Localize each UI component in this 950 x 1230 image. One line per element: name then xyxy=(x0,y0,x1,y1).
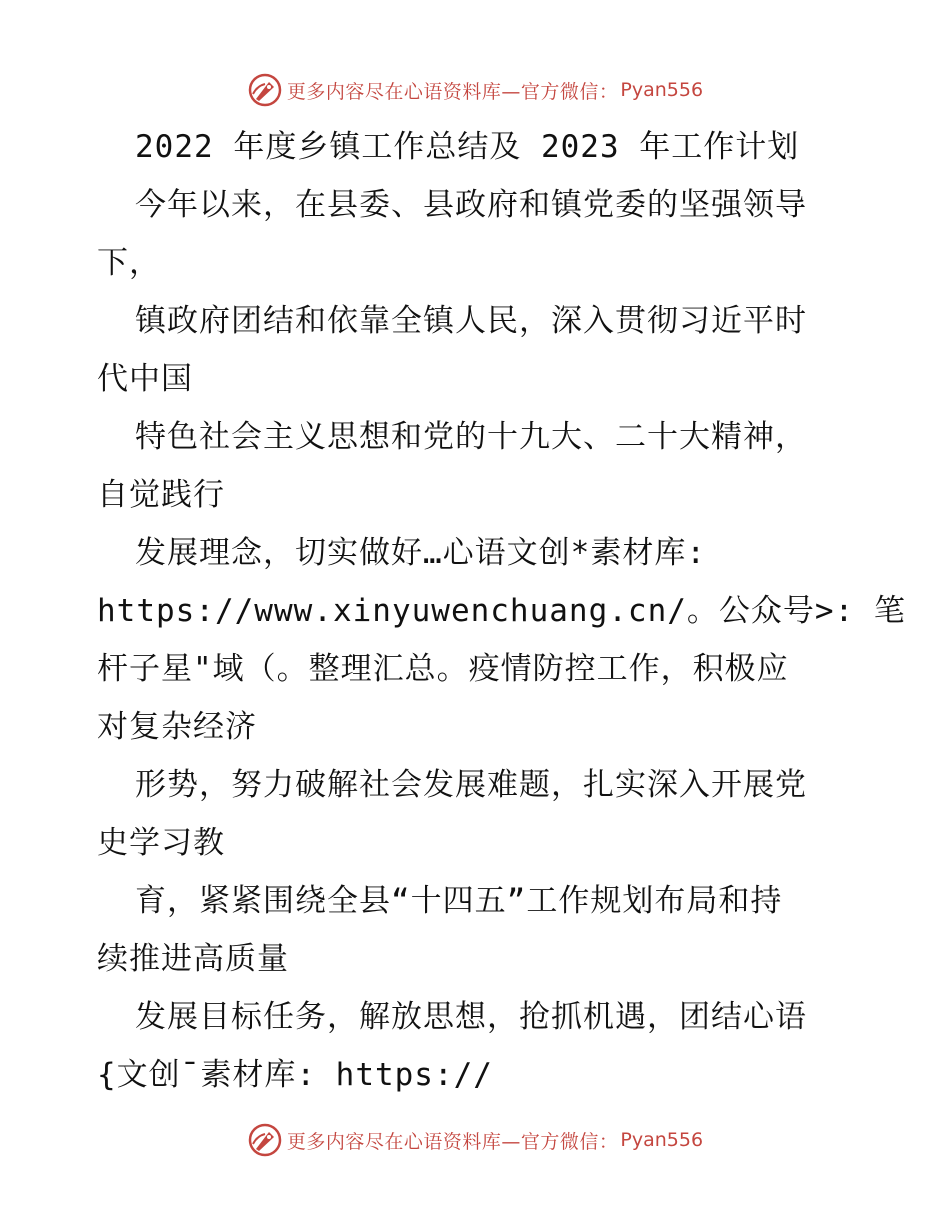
text-line: 特色社会主义思想和党的十九大、二十大精神， xyxy=(135,419,807,455)
footer-watermark-banner xyxy=(0,1120,950,1160)
banner-wechat-id: Pyan556 xyxy=(620,79,704,101)
text-line: 续推进高质量 xyxy=(97,941,289,977)
text-line: 自觉践行 xyxy=(97,477,225,513)
pen-nib-circle-icon xyxy=(247,1122,283,1158)
document-body xyxy=(97,118,906,1104)
text-line: 下， xyxy=(97,245,161,281)
text-line: 史学习教 xyxy=(97,825,225,861)
text-line: 今年以来，在县委、县政府和镇党委的坚强领导 xyxy=(135,187,807,223)
text-line: https://www.xinyuwenchuang.cn/。公众号>: 笔 xyxy=(97,593,906,629)
banner-text: 更多内容尽在心语资料库—官方微信： xyxy=(286,80,619,103)
document-title: 2022 年度乡镇工作总结及 2023 年工作计划 xyxy=(135,129,800,165)
text-line: 对复杂经济 xyxy=(97,709,257,745)
banner-wechat-id: Pyan556 xyxy=(620,1129,704,1151)
text-line: 发展目标任务，解放思想，抢抓机遇，团结心语 xyxy=(135,999,807,1035)
text-line: 发展理念，切实做好…心语文创*素材库: xyxy=(135,535,706,571)
text-line: 育，紧紧围绕全县“十四五”工作规划布局和持 xyxy=(135,883,783,919)
text-line: 形势，努力破解社会发展难题，扎实深入开展党 xyxy=(135,767,807,803)
header-watermark-banner xyxy=(0,70,950,110)
banner-text: 更多内容尽在心语资料库—官方微信： xyxy=(286,1130,619,1153)
text-line: 杆子星"域（。整理汇总。疫情防控工作，积极应 xyxy=(97,651,789,687)
pen-nib-circle-icon xyxy=(247,72,283,108)
text-line: {文创¯素材库: https:// xyxy=(97,1057,493,1093)
text-line: 镇政府团结和依靠全镇人民，深入贯彻习近平时 xyxy=(135,303,807,339)
text-line: 代中国 xyxy=(97,361,193,397)
